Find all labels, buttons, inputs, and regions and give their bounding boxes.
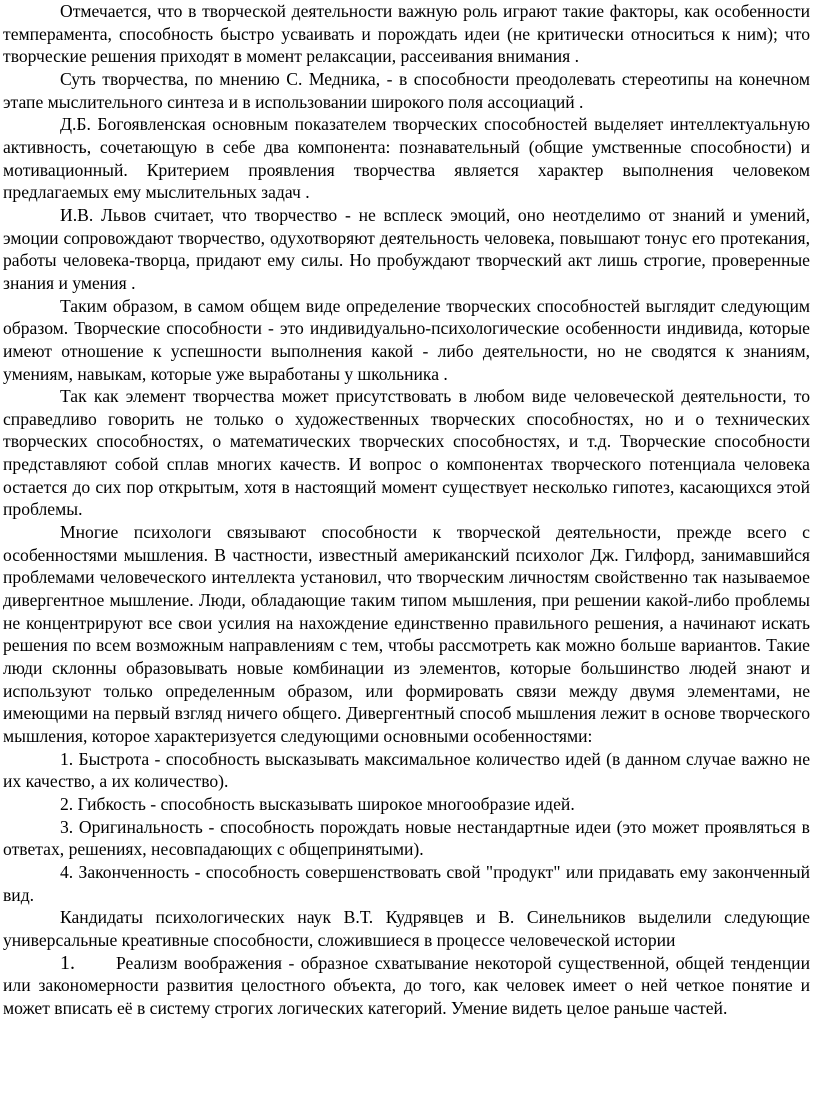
list-item-text: Быстрота - способность высказывать максимальное количество идей (в данном случае важно не их качество, а их количество). [3, 748, 810, 792]
list-item [3, 748, 810, 793]
paragraph-bogoyavlenskaya: Д.Б. Богоявленская основным показателем творческих способностей выделяет интеллектуальную активность, сочетающую в себе два компонента: познавательный (общие умственные способности) и мотивационный. Критерием проявления творчества является характер выполнения человеком предлагаемых ему мыслительных задач . [3, 114, 810, 203]
list-item [3, 793, 810, 816]
list-item-text: Законченность - способность совершенствовать свой "продукт" или придавать ему законченный вид. [3, 861, 811, 905]
list-item-number: 1. [60, 748, 74, 769]
paragraph-definition: Таким образом, в самом общем виде определение творческих способностей выглядит следующим образом. Творческие способности - это индивидуально-психологические особенности индивида, которые имеют отношение к успешности выполнения какой - либо деятельности, но не сводятся к знаниям, умениям, навыкам, которые уже выработаны у школьника . [3, 295, 810, 384]
paragraph-factors: Отмечается, что в творческой деятельности важную роль играют такие факторы, как особенности темперамента, способность быстро усваивать и порождать идеи (не критически относиться к ним); что творческие решения приходят в момент релаксации, рассеивания внимания . [3, 1, 810, 67]
list-item-number: 2. [60, 793, 74, 814]
list-item [3, 861, 810, 906]
paragraph-mednick: Суть творчества, по мнению С. Медника, - в способности преодолевать стереотипы на конечном этапе мыслительного синтеза и в использовании широкого поля ассоциаций . [3, 68, 810, 112]
list-item-realism [3, 952, 810, 1020]
list-item-text: Оригинальность - способность порождать новые нестандартные идеи (это может проявляться в ответах, решениях, несовпадающих с общепринятыми). [3, 816, 810, 860]
list-item [3, 816, 810, 861]
paragraph-guilford: Многие психологи связывают способности к творческой деятельности, прежде всего с особенностями мышления. В частности, известный американский психолог Дж. Гилфорд, занимавшийся проблемами человеческого интеллекта установил, что творческим личностям свойственно так называемое дивергентное мышление. Люди, обладающие таким типом мышления, при решении какой-либо проблемы не концентрируют все свои усилия на нахождение единственно правильного решения, а начинают искать решения по всем возможным направлениям с тем, чтобы рассмотреть как можно больше вариантов. Такие люди склонны образовывать новые комбинации из элементов, которые большинство людей знают и используют только определенным образом, или формировать связи между двумя элементами, не имеющими на первый взгляд ничего общего. Дивергентный способ мышления лежит в основе творческого мышления, которое характеризуется следующими основными особенностями: [3, 522, 810, 746]
list-item-number: 1. [60, 951, 75, 974]
list-item-text: Реализм воображения - образное схватывание некоторой существенной, общей тенденции или закономерности развития целостного объекта, до того, как человек имеет о ней четкое понятие и может вписать её в систему строгих логических категорий. Умение видеть целое раньше частей. [3, 952, 810, 1018]
list-item-text: Гибкость - способность высказывать широкое многообразие идей. [77, 793, 575, 814]
list-item-number: 3. [60, 816, 74, 837]
list-item-number: 4. [60, 861, 74, 882]
paragraph-lvov: И.В. Львов считает, что творчество - не всплеск эмоций, оно неотделимо от знаний и умений, эмоции сопровождают творчество, одухотворяют деятельность человека, повышают тонус его протекания, работы человека-творца, придают ему силы. Но пробуждают творческий акт лишь строгие, проверенные знания и умения . [3, 204, 810, 293]
paragraph-kudryavtsev: Кандидаты психологических наук В.Т. Кудрявцев и В. Синельников выделили следующие универсальные креативные способности, сложившиеся в процессе человеческой истории [3, 907, 810, 950]
paragraph-creativity-element: Так как элемент творчества может присутствовать в любом виде человеческой деятельности, то справедливо говорить не только о художественных творческих способностях, но и о технических творческих способностях, о математических творческих способностях, и т.д. Творческие способности представляют собой сплав многих качеств. И вопрос о компонентах творческого потенциала человека остается до сих пор открытым, хотя в настоящий момент существует несколько гипотез, касающихся этой проблемы. [3, 386, 810, 520]
